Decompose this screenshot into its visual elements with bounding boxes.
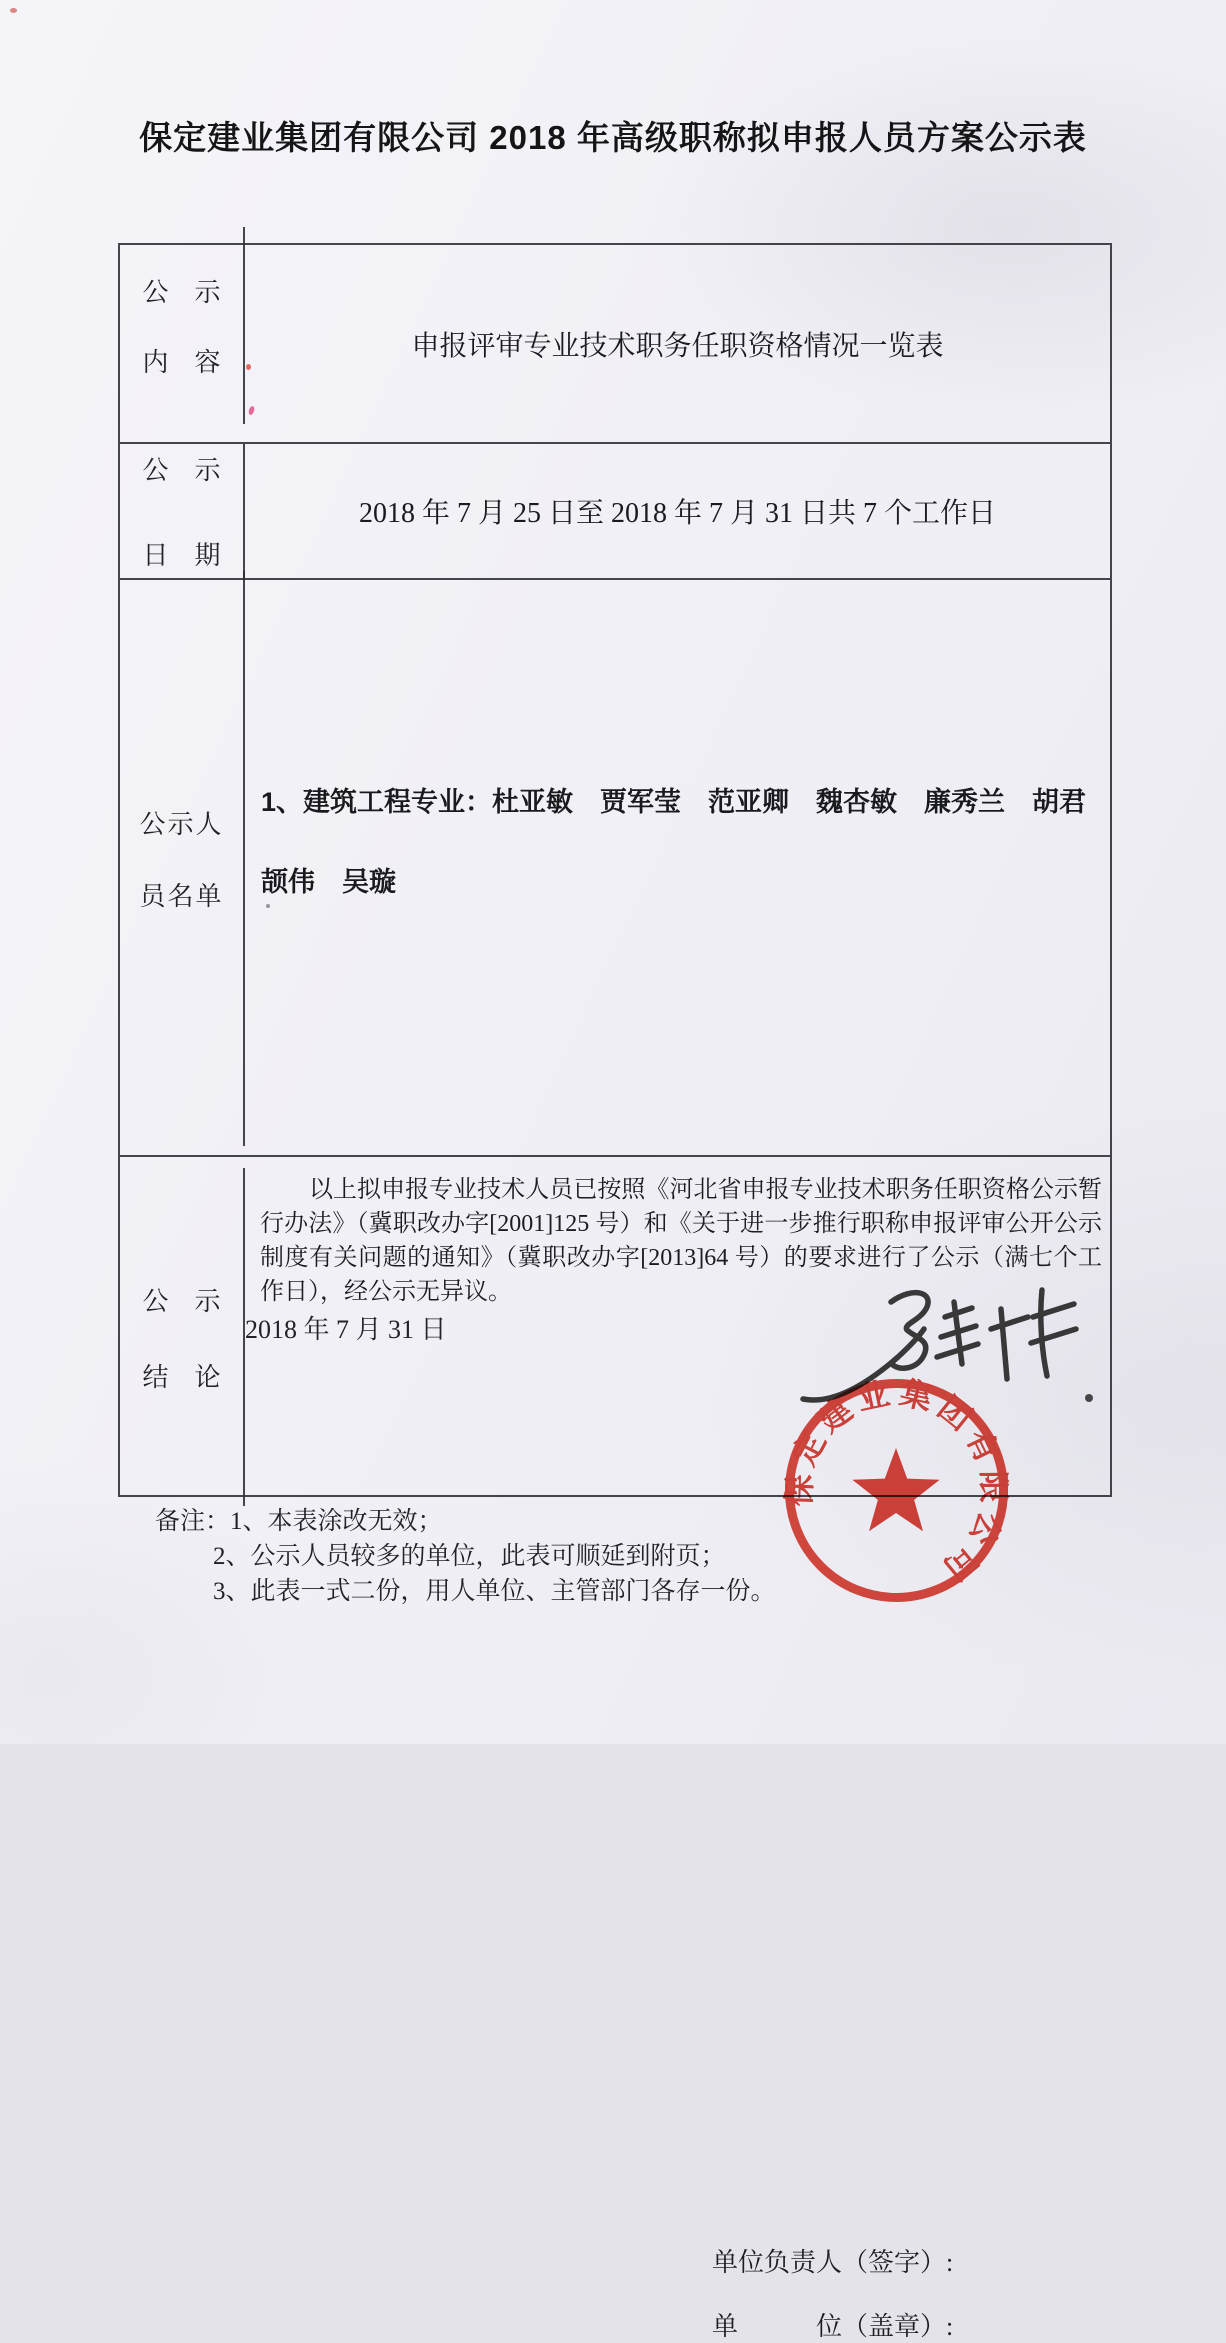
- seal-text: 保定建业集团有限公司: [780, 1374, 1012, 1592]
- names-line-1: 1、建筑工程专业：杜亚敏 贾军莹 范亚卿 魏杏敏 廉秀兰 胡君: [261, 787, 1087, 817]
- table-row-date: [120, 442, 1110, 578]
- date-range-value: 2018 年 7 月 25 日至 2018 年 7 月 31 日共 7 个工作日: [358, 498, 996, 529]
- label-line: 内 容: [142, 348, 221, 377]
- note-item: 1、本表涂改无效；: [230, 1508, 443, 1535]
- label-line: 结 论: [142, 1362, 221, 1392]
- row-value-names: [245, 580, 1110, 1155]
- note-line: 2、公示人员较多的单位，此表可顺延到附页；: [213, 1543, 726, 1570]
- row-label-date: [120, 444, 245, 578]
- notes-prefix: 备注：: [155, 1508, 231, 1535]
- label-line: 公 示: [142, 278, 221, 307]
- label-line: 公 示: [142, 456, 221, 485]
- label-line: 公示人: [139, 810, 224, 839]
- label-line: 公 示: [142, 1286, 221, 1316]
- names-line-2: 颉伟 吴璇: [261, 867, 396, 897]
- row-value-content: [245, 245, 1110, 442]
- signer-label: 单位负责人（签字）:: [712, 2248, 954, 2277]
- company-seal-stamp: [777, 1369, 1017, 1609]
- label-line: 日 期: [142, 541, 221, 570]
- row-value-date: [245, 444, 1110, 578]
- content-value: 申报评审专业技术职务任职资格情况一览表: [411, 330, 944, 362]
- seal-star: [852, 1448, 939, 1531]
- row-label-conclusion: [120, 1168, 245, 1506]
- ink-dot: [1085, 1394, 1093, 1402]
- row-label-content: [120, 227, 245, 424]
- label-line: 员名单: [139, 882, 224, 911]
- row-label-names: [120, 571, 245, 1146]
- document-title: 保定建业集团有限公司 2018 年高级职称拟申报人员方案公示表: [139, 119, 1087, 156]
- note-line: 3、此表一式二份，用人单位、主管部门各存一份。: [213, 1578, 776, 1605]
- unit-seal-label: 单 位（盖章）:: [712, 2312, 954, 2341]
- note-line: [155, 1504, 776, 1539]
- conclusion-date: 2018 年 7 月 31 日: [245, 1315, 447, 1344]
- scan-artifact-speck: [10, 8, 17, 13]
- footer-notes: [155, 1504, 776, 1609]
- table-row-content: [120, 245, 1110, 442]
- table-row-names: [120, 578, 1110, 1155]
- conclusion-paragraph: 以上拟申报专业技术人员已按照《河北省申报专业技术职务任职资格公示暂行办法》（冀职改办字[2001]125 号）和《关于进一步推行职称申报评审公开公示制度有关问题的通知》（冀职改办字[2013]64 号）的要求进行了公示（满七个工作日），经公示无异议。: [260, 1177, 1102, 1305]
